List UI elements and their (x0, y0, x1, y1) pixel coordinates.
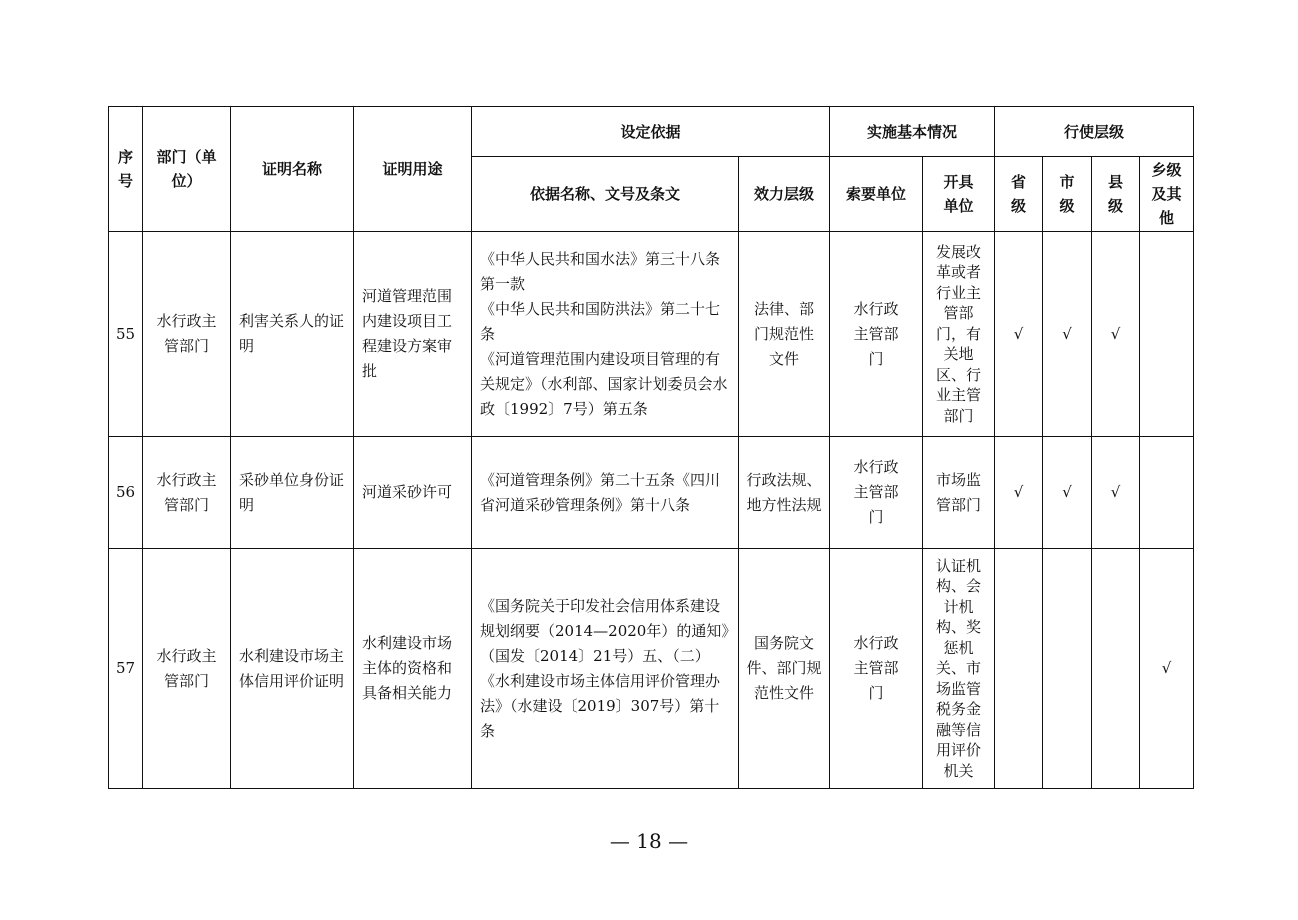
row-basis-text: 《中华人民共和国水法》第三十八条第一款 《中华人民共和国防洪法》第二十七条 《河道管理范围内建设项目管理的有关规定》（水利部、国家计划委员会水政〔1992〕7号）第五条 (480, 249, 728, 418)
row-cert-name: 水利建设市场主体信用评价证明 (231, 549, 354, 789)
header-town: 乡级及其他 (1140, 157, 1194, 232)
certificate-table (108, 106, 1194, 789)
row-county-check: √ (1092, 437, 1140, 549)
row-town-check (1140, 232, 1194, 437)
header-impl-group: 实施基本情况 (830, 107, 995, 157)
row-province-check: √ (995, 437, 1043, 549)
header-county: 县级 (1092, 157, 1140, 232)
row-cert-name: 采砂单位身份证明 (231, 437, 354, 549)
page-number: — 18 — (609, 829, 689, 853)
row-town-check: √ (1140, 549, 1194, 789)
row-seq: 56 (109, 437, 143, 549)
table-row (109, 549, 1194, 789)
row-seq: 55 (109, 232, 143, 437)
header-city: 市级 (1043, 157, 1092, 232)
header-basis-name: 依据名称、文号及条文 (472, 157, 739, 232)
row-county-check: √ (1092, 232, 1140, 437)
row-town-check (1140, 437, 1194, 549)
row-issuing-unit: 发展改革或者行业主管部门，有关地区、行业主管部门 (923, 232, 995, 437)
header-cert-name: 证明名称 (231, 107, 354, 232)
row-cert-name: 利害关系人的证明 (231, 232, 354, 437)
row-requesting-unit: 水行政主管部门 (830, 232, 923, 437)
row-basis (472, 232, 739, 437)
row-issuing-unit: 认证机构、会计机构、奖惩机关、市场监管税务金融等信用评价机关 (923, 549, 995, 789)
header-dept: 部门（单位） (143, 107, 231, 232)
row-city-check (1043, 549, 1092, 789)
row-city-check: √ (1043, 232, 1092, 437)
header-requesting-unit: 索要单位 (830, 157, 923, 232)
header-province: 省级 (995, 157, 1043, 232)
row-seq: 57 (109, 549, 143, 789)
row-level: 国务院文件、部门规范性文件 (739, 549, 830, 789)
table-row (109, 232, 1194, 437)
row-cert-use: 河道管理范围内建设项目工程建设方案审批 (354, 232, 472, 437)
row-cert-use: 河道采砂许可 (354, 437, 472, 549)
row-county-check (1092, 549, 1140, 789)
row-province-check (995, 549, 1043, 789)
row-dept: 水行政主管部门 (143, 437, 231, 549)
header-basis-group: 设定依据 (472, 107, 830, 157)
header-basis-level: 效力层级 (739, 157, 830, 232)
header-seq: 序号 (109, 107, 143, 232)
row-province-check: √ (995, 232, 1043, 437)
row-basis (472, 437, 739, 549)
row-requesting-unit: 水行政主管部门 (830, 437, 923, 549)
row-issuing-unit: 市场监管部门 (923, 437, 995, 549)
row-cert-use: 水利建设市场主体的资格和具备相关能力 (354, 549, 472, 789)
row-basis-text: 《河道管理条例》第二十五条《四川省河道采砂管理条例》第十八条 (480, 470, 721, 514)
row-dept: 水行政主管部门 (143, 549, 231, 789)
row-level: 行政法规、地方性法规 (739, 437, 830, 549)
row-requesting-unit: 水行政主管部门 (830, 549, 923, 789)
row-basis (472, 549, 739, 789)
row-level: 法律、部门规范性文件 (739, 232, 830, 437)
row-basis-text: 《国务院关于印发社会信用体系建设规划纲要（2014—2020年）的通知》（国发〔2014〕21号）五、（二） 《水利建设市场主体信用评价管理办法》（水建设〔2019〕307号）第十条 (480, 596, 729, 740)
row-dept: 水行政主管部门 (143, 232, 231, 437)
header-issuing-unit: 开具单位 (923, 157, 995, 232)
table-row (109, 437, 1194, 549)
row-city-check: √ (1043, 437, 1092, 549)
header-level-group: 行使层级 (995, 107, 1194, 157)
header-cert-use: 证明用途 (354, 107, 472, 232)
